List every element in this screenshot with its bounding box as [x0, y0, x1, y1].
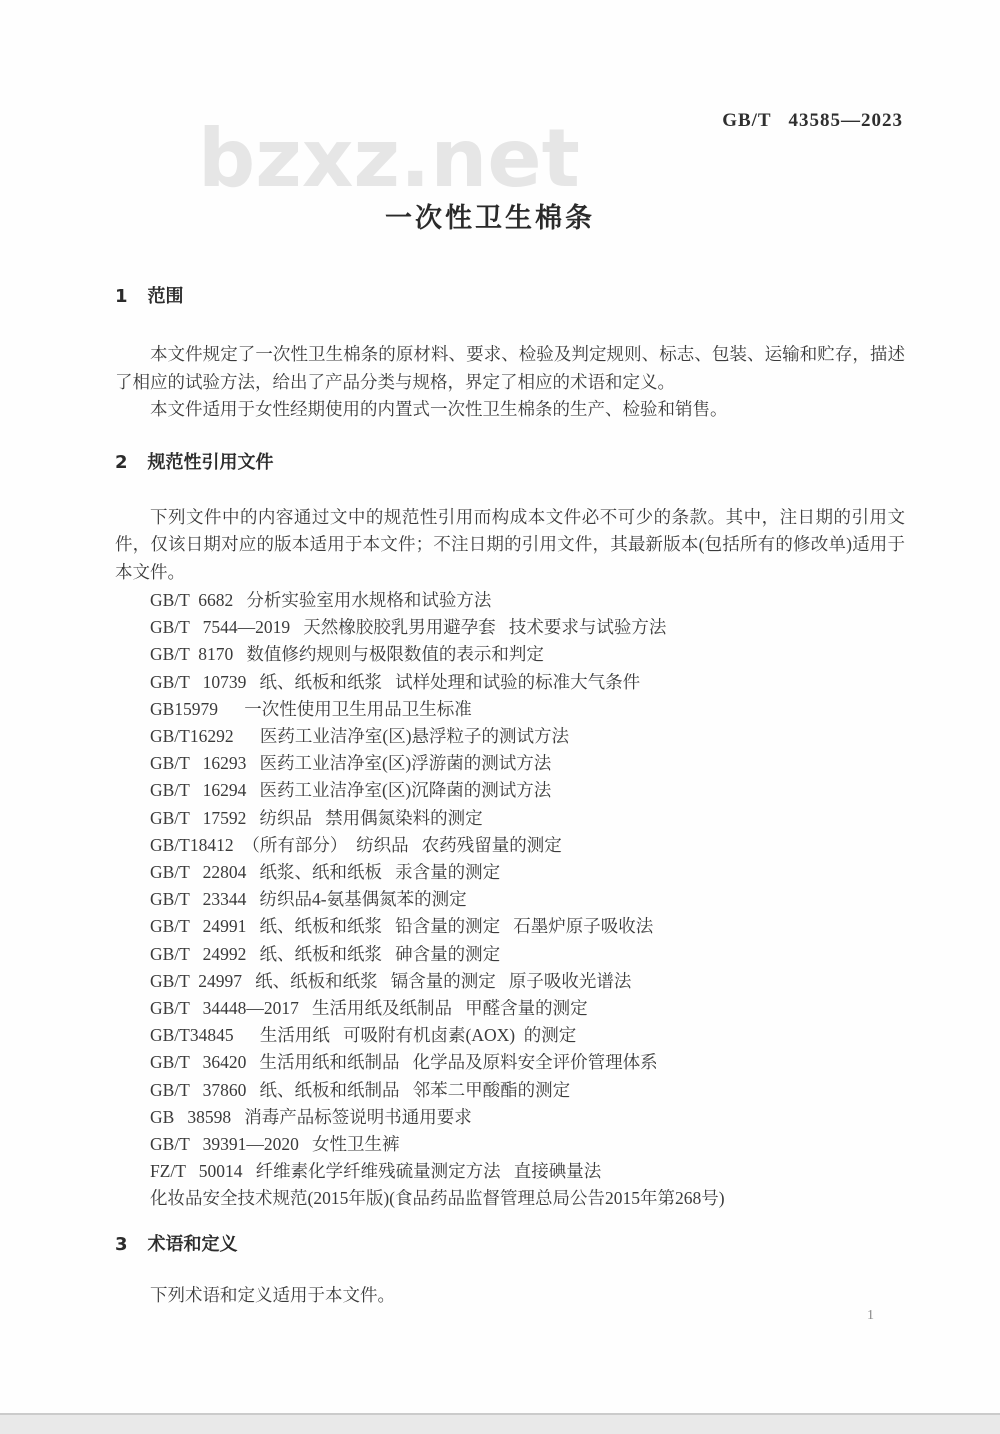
reference-item: GB/T 24992 纸、纸板和纸浆 砷含量的测定 [150, 943, 501, 964]
reference-item: GB/T 22804 纸浆、纸和纸板 汞含量的测定 [150, 862, 501, 883]
reference-item: 化妆品安全技术规范(2015年版)(食品药品监督管理总局公告2015年第268号) [150, 1188, 725, 1209]
section-scope [115, 286, 905, 424]
reference-item: GB/T 10739 纸、纸板和纸浆 试样处理和试验的标准大气条件 [150, 671, 641, 692]
paragraph: 本文件规定了一次性卫生棉条的原材料、要求、检验及判定规则、标志、包装、运输和贮存，描述了相应的试验方法，给出了产品分类与规格，界定了相应的术语和定义。 [115, 344, 905, 392]
section-title: 范围 [147, 286, 184, 307]
section-terms-definitions [115, 1234, 905, 1310]
document-body [115, 286, 905, 1309]
section-paragraphs [115, 504, 905, 587]
paragraph: 本文件适用于女性经期使用的内置式一次性卫生棉条的生产、检验和销售。 [150, 399, 728, 419]
section-paragraphs [115, 341, 905, 424]
paragraph: 下列文件中的内容通过文中的规范性引用而构成本文件必不可少的条款。其中，注日期的引用文件，仅该日期对应的版本适用于本文件；不注日期的引用文件，其最新版本(包括所有的修改单)适用于本文件。 [115, 506, 905, 582]
reference-item: GB/T 23344 纺织品4-氨基偶氮苯的测定 [150, 889, 467, 910]
reference-item: GB/T 8170 数值修约规则与极限数值的表示和判定 [150, 644, 544, 665]
reference-item: GB/T 36420 生活用纸和纸制品 化学品及原料安全评价管理体系 [150, 1052, 658, 1073]
reference-item: GB/T 17592 纺织品 禁用偶氮染料的测定 [150, 807, 483, 828]
watermark-text: bzxz.net [198, 112, 580, 205]
section-number: 3 [115, 1233, 128, 1255]
reference-item: GB/T 37860 纸、纸板和纸制品 邻苯二甲酸酯的测定 [150, 1079, 571, 1100]
section-normative-references [115, 452, 905, 1213]
reference-item: GB15979 一次性使用卫生用品卫生标准 [150, 698, 472, 719]
document-title: 一次性卫生棉条 [385, 203, 595, 234]
paragraph: 下列术语和定义适用于本文件。 [150, 1284, 395, 1305]
section-heading [115, 1234, 905, 1256]
section-title: 术语和定义 [147, 1233, 238, 1255]
section-title: 规范性引用文件 [147, 451, 274, 473]
page-number: 1 [867, 1308, 874, 1323]
reference-item: GB/T 7544—2019 天然橡胶胶乳男用避孕套 技术要求与试验方法 [150, 617, 667, 638]
reference-item: GB/T34845 生活用纸 可吸附有机卤素(AOX) 的测定 [150, 1025, 577, 1046]
reference-item: GB/T 6682 分析实验室用水规格和试验方法 [150, 590, 492, 610]
section-number: 2 [115, 451, 128, 473]
reference-item: GB/T 16294 医药工业洁净室(区)沉降菌的测试方法 [150, 780, 552, 801]
section-number: 1 [115, 286, 128, 307]
reference-item: GB/T18412 （所有部分） 纺织品 农药残留量的测定 [150, 834, 562, 855]
reference-item: GB/T 24991 纸、纸板和纸浆 铅含量的测定 石墨炉原子吸收法 [150, 916, 654, 937]
standard-code: GB/T 43585—2023 [722, 110, 903, 131]
section-heading [115, 452, 905, 474]
reference-item: GB/T 34448—2017 生活用纸及纸制品 甲醛含量的测定 [150, 998, 588, 1019]
section-heading [115, 286, 905, 308]
reference-item: GB 38598 消毒产品标签说明书通用要求 [150, 1106, 472, 1127]
reference-item: FZ/T 50014 纤维素化学纤维残硫量测定方法 直接碘量法 [150, 1161, 602, 1182]
page-bottom-edge [0, 1413, 1000, 1434]
reference-item: GB/T 16293 医药工业洁净室(区)浮游菌的测试方法 [150, 753, 552, 774]
references-list [150, 587, 905, 1213]
reference-item: GB/T16292 医药工业洁净室(区)悬浮粒子的测试方法 [150, 726, 570, 747]
reference-item: GB/T 24997 纸、纸板和纸浆 镉含量的测定 原子吸收光谱法 [150, 970, 632, 991]
reference-item: GB/T 39391—2020 女性卫生裤 [150, 1134, 400, 1155]
section-paragraphs [115, 1282, 905, 1310]
